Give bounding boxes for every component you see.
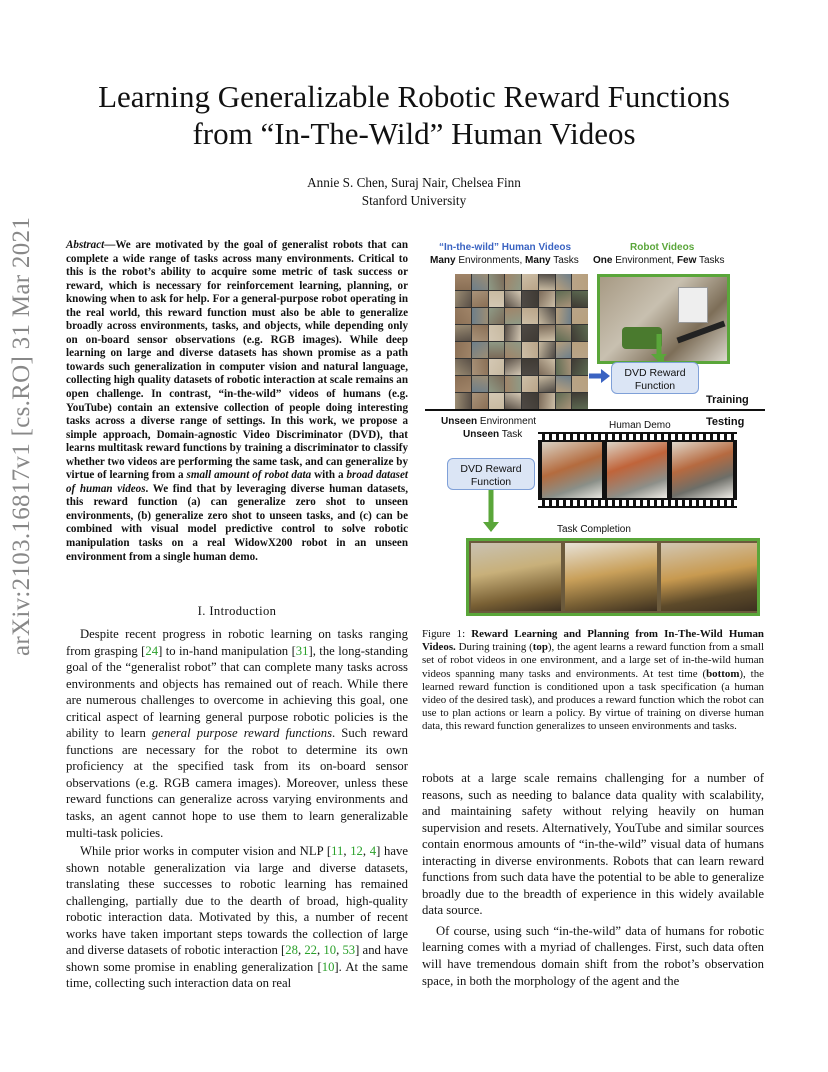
- right-paragraph-2: Of course, using such “in-the-wild” data of humans for robotic learning comes with a myriad of challenges. First, such data often will have tremendous domain shift from the robot’s observation space, in both the morphology of the agent and the: [422, 923, 764, 988]
- right-paragraph-1: robots at a large scale remains challenging for a number of reasons, such as needing to balance data quality with scalability, and maintaining safety without relying heavily on human supervision and resets. Alternatively, YouTube and similar sources contain enormous amounts of “in-the-wild” visual data of humans interacting in diverse environments. Robots that can learn reward functions from such data have the potential to be able to generalize broadly due to the breadth of experience in this widely available data source.: [422, 771, 764, 918]
- text-run: Tasks: [696, 255, 725, 266]
- citation-link[interactable]: 10: [321, 959, 335, 974]
- text-run: ] and have shown some promise in enabling generalization [: [66, 943, 409, 974]
- completion-frame: [661, 543, 757, 611]
- text-run: Environment,: [612, 255, 677, 266]
- figure-1-caption: [422, 628, 764, 734]
- section-heading-introduction: I. Introduction: [197, 604, 277, 618]
- text-run: Reward Learning and Planning from In-The-Wild Human Videos.: [422, 628, 764, 654]
- text-run: ]. At the same time, collecting such interaction data on real: [66, 959, 408, 991]
- intro-paragraph-2: [66, 843, 408, 992]
- text-run: DVD Reward: [624, 367, 686, 379]
- film-holes-top: [538, 434, 737, 440]
- dvd-reward-function-training: [611, 362, 699, 394]
- abstract-text-1: —We are motivated by the goal of generalist robots that can complete a wide range of tasks across many environments. Critical to this is the robot’s ability to acquire some metric of task success or reward, which is necessary for reinforcement learning, planning, or knowing when to ask for help. For a general-purpose robot operating in the real world, this reward function must also be able to generalize broadly across environments, tasks, and objects, while depending only on on-board sensor observations (e.g. RGB images). While deep learning on large and diverse datasets has shown promise as a path towards such generalization in computer vision and natural language, collecting high quality datasets of robotic interaction at scale remains an open challenge. In contrast, “in-the-wild” videos of humans (e.g. YouTube) contain an extensive collection of people doing interesting tasks across a diverse range of settings. In this work, we propose a simple approach, Domain-agnostic Video Discriminator (DVD), that learns multitask reward functions by training a discriminator to classify whether two videos are performing the same task, and can generalize by virtue of learning from a: [66, 239, 408, 482]
- citation-link[interactable]: 24: [145, 643, 159, 658]
- training-label: Training: [706, 394, 749, 406]
- demo-frame: [672, 442, 733, 498]
- abstract-emphasis-1: small amount of robot data: [186, 469, 312, 482]
- text-run: ), the learned reward function is conditioned upon a task specification (a human video of the desired task), and produces a reward function which the robot can use to plan actions or learn a policy. By virtue of training on diverse human data, this reward function generalizes to unseen environments and tasks.: [422, 667, 764, 733]
- unseen-environment-label: [441, 416, 536, 427]
- text-run: During training (: [455, 641, 533, 654]
- text-run: DVD Reward: [460, 463, 522, 475]
- abstract-label: Abstract: [66, 239, 105, 251]
- text-run: bottom: [706, 667, 740, 680]
- completion-frame: [471, 543, 561, 611]
- unseen-task-label: [463, 429, 522, 440]
- abstract-text-2: with a: [311, 469, 347, 482]
- text-run: Function: [634, 380, 676, 392]
- demo-frame: [607, 442, 667, 498]
- robot-videos-title: Robot Videos: [630, 242, 695, 253]
- text-run: Unseen: [463, 429, 500, 440]
- text-run: ] to in-hand manipulation [: [158, 643, 296, 658]
- figure-1: [425, 236, 765, 618]
- citation-link[interactable]: 31: [295, 643, 309, 658]
- human-demo-label: Human Demo: [609, 420, 671, 431]
- task-completion-frames: [466, 538, 760, 616]
- text-run: Despite recent progress in robotic learning on tasks ranging from grasping [: [66, 627, 408, 658]
- intro-paragraph-1: [66, 626, 408, 841]
- author-names: Annie S. Chen, Suraj Nair, Chelsea Finn: [307, 175, 521, 190]
- film-holes-bottom: [538, 500, 737, 506]
- text-run: Environment: [477, 416, 537, 427]
- human-demo-filmstrip: [538, 432, 737, 508]
- human-videos-title: “In-the-wild” Human Videos: [439, 242, 572, 253]
- text-run: Function: [470, 476, 512, 488]
- text-run: Task: [499, 429, 523, 440]
- text-run: . Such reward functions are necessary for the robot to determine its own proficiency at the specified task from its on-board sensor observations (e.g. RGB camera images). Moreover, unless these reward functions can generalize across varying environments and tasks, an agent cannot hope to use them to learn generalizable multi-task policies.: [66, 726, 408, 840]
- text-run: Figure 1:: [422, 628, 472, 640]
- author-affiliation: Stanford University: [361, 193, 467, 208]
- author-block: [0, 174, 828, 210]
- abstract: [66, 239, 408, 564]
- task-completion-label: Task Completion: [557, 524, 631, 535]
- paper-title: [40, 78, 788, 152]
- text-run: Few: [676, 255, 697, 266]
- text-run: ] have shown notable generalization via large and diverse datasets, translating these successes to robotic learning has remained challenging, partially due to the dearth of broad, high-quality robotic interaction data. Motivated by this, a number of recent works have taken important steps towards the collection of large and diverse datasets of robotic interaction [: [66, 844, 408, 958]
- citation-link[interactable]: 22: [304, 943, 318, 958]
- text-run: Many: [430, 255, 456, 266]
- citation-link[interactable]: 4: [369, 844, 377, 859]
- text-run: Environments,: [455, 255, 526, 266]
- right-column-body: [422, 770, 764, 989]
- arxiv-identifier[interactable]: arXiv:2103.16817v1 [cs.RO] 31 Mar 2021: [8, 216, 35, 656]
- text-run: ,: [297, 943, 305, 958]
- dvd-reward-function-testing: [447, 458, 535, 490]
- emphasis: general purpose reward functions: [151, 726, 333, 741]
- text-run: Unseen: [441, 416, 478, 427]
- text-run: ,: [317, 943, 324, 958]
- title-line-2: from “In-The-Wild” Human Videos: [192, 116, 636, 151]
- text-run: While prior works in computer vision and NLP [: [80, 844, 332, 859]
- citation-link[interactable]: 53: [342, 943, 356, 958]
- text-run: ,: [343, 844, 351, 859]
- text-run: ,: [362, 844, 370, 859]
- text-run: top: [532, 641, 548, 654]
- introduction-body: [66, 626, 408, 992]
- text-run: ), the agent learns a reward function from a small set of robot videos in one environment, and a large set of in-the-wild human videos spanning many tasks and environments. At test time (: [422, 641, 764, 680]
- text-run: ,: [336, 943, 343, 958]
- text-run: ], the long-standing goal of the “generalist robot” that can complete many tasks across environments and objects has remained out of reach. While there are numerous challenges to overcome in achieving this goal, one critical aspect of learning general purpose robotic policies is the ability to learn: [66, 643, 408, 741]
- abstract-text-3: . We find that by leveraging diverse human datasets, this reward function (a) can generalize zero shot to unseen environments, (b) generalize zero shot to unseen tasks, and (c) can be combined with visual model predictive control to solve robotic manipulation tasks on a real WidowX200 robot in an unseen environment from a single human demo.: [66, 482, 408, 563]
- completion-frame: [565, 543, 657, 611]
- citation-link[interactable]: 10: [323, 943, 337, 958]
- testing-label: Testing: [706, 416, 745, 428]
- citation-link[interactable]: 12: [350, 844, 363, 859]
- title-line-1: Learning Generalizable Robotic Reward Functions: [98, 79, 730, 114]
- citation-link[interactable]: 11: [331, 844, 344, 859]
- citation-link[interactable]: 28: [285, 943, 298, 958]
- demo-frame: [542, 442, 602, 498]
- text-run: Many: [525, 255, 551, 266]
- abstract-emphasis-2: broad dataset of human videos: [66, 469, 408, 495]
- text-run: Tasks: [550, 255, 579, 266]
- text-run: One: [593, 255, 613, 266]
